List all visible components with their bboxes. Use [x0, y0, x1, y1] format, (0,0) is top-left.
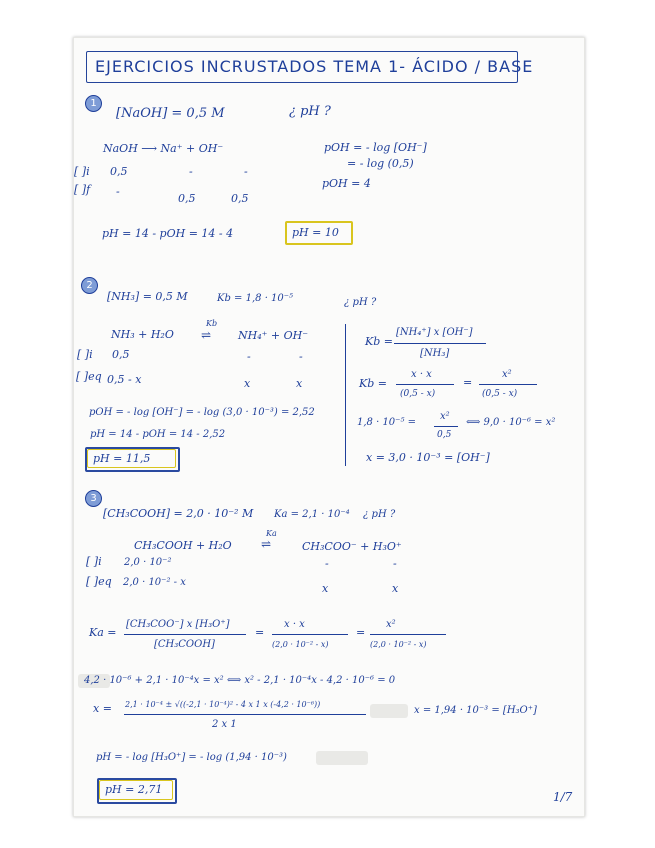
- ex1-row-i-val: 0,5: [110, 165, 128, 178]
- ex2-reaction-right: NH₄⁺ + OH⁻: [238, 329, 309, 342]
- ex3-row-i-d1: -: [325, 557, 329, 570]
- page-number: 1/7: [553, 790, 573, 804]
- ex2-row-eq-x2: x: [296, 377, 303, 390]
- ex3-ka-num: [CH₃COO⁻] x [H₃O⁺]: [126, 619, 230, 630]
- ex3-x-num: 2,1 · 10⁻⁴ ± √((-2,1 · 10⁻⁴)² - 4 x 1 x (-4,2 · 10⁻⁶)): [125, 700, 321, 709]
- ex2-row-i-d2: -: [299, 350, 303, 363]
- ex2-reaction-left: NH₃ + H₂O: [111, 328, 174, 341]
- ex2-kb2-den: (0,5 - x): [400, 389, 436, 399]
- fraction-bar: [370, 634, 446, 635]
- ex3-ka-eq1: =: [255, 626, 265, 639]
- ex3-ka-num3: x²: [386, 619, 396, 630]
- ex3-given: [CH₃COOH] = 2,0 · 10⁻² M: [103, 507, 254, 520]
- ex2-arrow-label: Kb: [206, 319, 218, 328]
- page-title: EJERCICIOS INCRUSTADOS TEMA 1- ÁCIDO / BASE: [95, 57, 534, 76]
- ex2-row-i-d1: -: [247, 350, 251, 363]
- ex1-row-f-val: -: [116, 185, 120, 198]
- ex2-row-eq-val: 0,5 - x: [107, 373, 142, 386]
- ex3-ka-den: [CH₃COOH]: [154, 639, 215, 650]
- ex3-ka: Ka = 2,1 · 10⁻⁴: [274, 509, 350, 520]
- ex3-row-eq-label: [ ]eq: [86, 575, 112, 588]
- ex2-kb-expr-den: [NH₃]: [420, 348, 450, 359]
- ex1-ph-calc: pH = 14 - pOH = 14 - 4: [102, 227, 234, 240]
- ex3-row-i-label: [ ]i: [86, 555, 102, 568]
- ex3-row-eq-x2: x: [392, 582, 399, 595]
- ex2-poh-line: pOH = - log [OH⁻] = - log (3,0 · 10⁻³) = 2,52: [89, 407, 315, 418]
- ex2-kb2-num2: x²: [502, 369, 512, 380]
- ex3-x-left: x =: [93, 702, 112, 715]
- ex1-row-i-label: [ ]i: [74, 165, 90, 178]
- exercise-number-1: 1: [85, 95, 102, 112]
- ex3-x-den: 2 x 1: [212, 719, 237, 730]
- title-box: [86, 51, 534, 83]
- ex1-row-f-label: [ ]f: [74, 183, 91, 196]
- ex2-kb2-num: x · x: [411, 369, 432, 380]
- ex1-row-f-c2: 0,5: [231, 192, 249, 205]
- smudge: [370, 704, 408, 718]
- ex1-row-i-d2: -: [244, 165, 248, 178]
- ex1-poh-line-2: = - log (0,5): [347, 157, 414, 170]
- ex3-result: pH = 2,71: [105, 783, 163, 796]
- exercise-number-3: 3: [85, 490, 102, 507]
- ex2-approx-den: 0,5: [437, 430, 452, 440]
- exercise-number-2: 2: [81, 277, 98, 294]
- ex2-kb2-left: Kb =: [359, 377, 387, 390]
- ex3-arrow-label: Ka: [266, 529, 277, 538]
- ex2-kb-expr-left: Kb =: [365, 335, 393, 348]
- ex2-kb: Kb = 1,8 · 10⁻⁵: [217, 293, 294, 304]
- ex3-ka-left: Ka =: [89, 626, 117, 639]
- ex1-result: pH = 10: [292, 226, 339, 239]
- ex1-poh-line-1: pOH = - log [OH⁻]: [324, 141, 427, 154]
- ex1-row-f-c1: 0,5: [178, 192, 196, 205]
- ex2-approx-num: x²: [440, 411, 450, 422]
- ex3-ka-den2: (2,0 · 10⁻² - x): [272, 640, 329, 649]
- ex3-row-eq-val: 2,0 · 10⁻² - x: [123, 577, 186, 588]
- equilibrium-arrow-icon: ⇌: [201, 328, 212, 342]
- ex2-kb2-den2: (0,5 - x): [482, 389, 518, 399]
- ex1-reaction: NaOH ⟶ Na⁺ + OH⁻: [103, 142, 224, 155]
- ex2-result: pH = 11,5: [93, 452, 151, 465]
- ex3-x-result: x = 1,94 · 10⁻³ = [H₃O⁺]: [414, 705, 537, 716]
- ex3-ka-eq2: =: [356, 626, 366, 639]
- ex3-row-i-val: 2,0 · 10⁻²: [124, 557, 172, 568]
- ex1-question: ¿ pH ?: [289, 104, 331, 119]
- ex1-row-i-d1: -: [189, 165, 193, 178]
- ex3-reaction-left: CH₃COOH + H₂O: [134, 539, 232, 552]
- ex2-given: [NH₃] = 0,5 M: [107, 290, 188, 303]
- ex3-ka-num2: x · x: [284, 619, 305, 630]
- fraction-bar: [272, 634, 348, 635]
- fraction-bar: [124, 714, 366, 715]
- ex1-given: [NaOH] = 0,5 M: [116, 106, 225, 121]
- fraction-bar: [394, 343, 486, 344]
- ex2-kb-expr-num: [NH₄⁺] x [OH⁻]: [396, 327, 473, 338]
- ex2-approx-right: ⟺ 9,0 · 10⁻⁶ = x²: [466, 417, 556, 428]
- ex2-approx-left: 1,8 · 10⁻⁵ =: [357, 417, 417, 428]
- column-divider: [345, 324, 346, 466]
- equilibrium-arrow-icon: ⇌: [261, 537, 272, 551]
- ex2-question: ¿ pH ?: [344, 297, 377, 308]
- ex3-ph-line: pH = - log [H₃O⁺] = - log (1,94 · 10⁻³): [96, 752, 287, 763]
- fraction-bar: [396, 384, 454, 385]
- ex2-row-eq-x1: x: [244, 377, 251, 390]
- ex3-question: ¿ pH ?: [363, 509, 396, 520]
- ex2-row-i-label: [ ]i: [77, 348, 93, 361]
- ex3-reaction-right: CH₃COO⁻ + H₃O⁺: [302, 540, 402, 553]
- ex3-row-i-d2: -: [393, 557, 397, 570]
- ex3-ka-den3: (2,0 · 10⁻² - x): [370, 640, 427, 649]
- fraction-bar: [124, 634, 246, 635]
- ex1-poh-line-3: pOH = 4: [322, 177, 371, 190]
- ex3-row-eq-x1: x: [322, 582, 329, 595]
- ex2-row-i-val: 0,5: [112, 348, 130, 361]
- ex2-kb2-eq: =: [463, 376, 473, 389]
- fraction-bar: [434, 426, 458, 427]
- smudge: [316, 751, 368, 765]
- fraction-bar: [479, 384, 537, 385]
- ex3-quad-line: 4,2 · 10⁻⁶ + 2,1 · 10⁻⁴x = x² ⟺ x² - 2,1 · 10⁻⁴x - 4,2 · 10⁻⁶ = 0: [84, 675, 396, 686]
- notebook-page: [73, 37, 585, 817]
- ex2-row-eq-label: [ ]eq: [76, 370, 102, 383]
- ex2-ph-line: pH = 14 - pOH = 14 - 2,52: [90, 429, 226, 440]
- ex2-x-result: x = 3,0 · 10⁻³ = [OH⁻]: [366, 451, 490, 464]
